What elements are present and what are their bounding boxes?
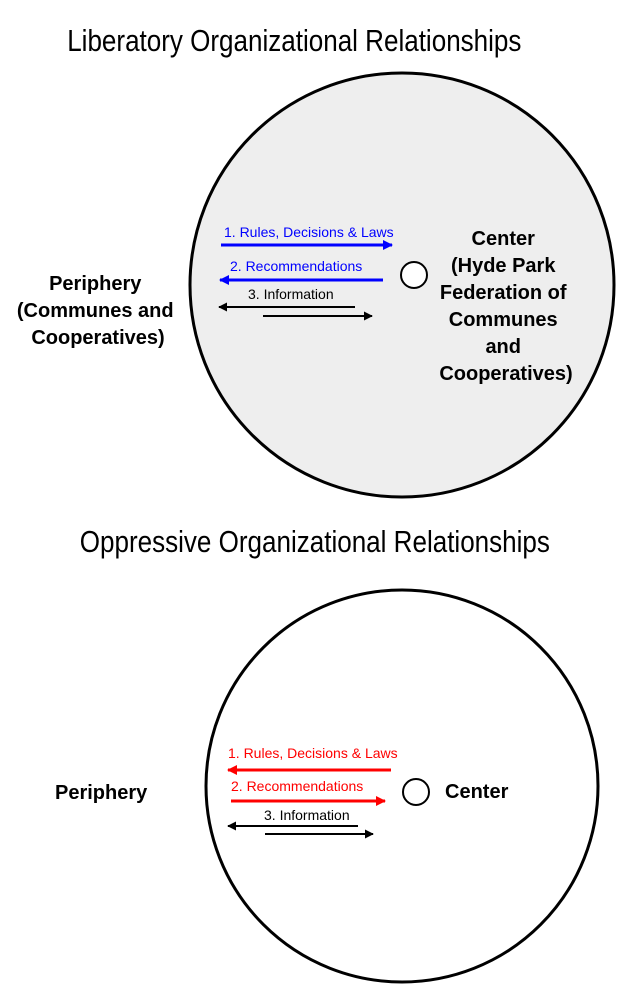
liberatory-center-line-2: (Hyde Park [450,255,556,277]
liberatory-diagram [17,24,614,497]
liberatory-periphery-line-3: Cooperatives) [31,327,165,349]
liberatory-center-line-1: Center [471,228,535,250]
liberatory-periphery-line-2: (Communes and [16,300,174,322]
oppressive-recommendations-label: 2. Recommendations [231,778,364,794]
liberatory-center-line-3: Federation of [439,282,567,304]
liberatory-periphery-line-1: Periphery [49,273,142,295]
liberatory-center-node [401,262,427,288]
liberatory-information-label: 3. Information [248,286,334,302]
liberatory-center-line-4: Communes [448,309,558,331]
oppressive-center-label: Center [445,781,509,803]
oppressive-diagram [55,525,598,982]
liberatory-periphery-label [17,273,179,349]
liberatory-recommendations-label: 2. Recommendations [230,258,363,274]
oppressive-title: Oppressive Organizational Relationships [79,524,550,560]
liberatory-center-line-6: Cooperatives) [439,363,573,385]
liberatory-rules-label: 1. Rules, Decisions & Laws [224,224,394,240]
liberatory-title: Liberatory Organizational Relationships [67,23,522,59]
liberatory-center-line-5: and [485,336,521,358]
oppressive-rules-label: 1. Rules, Decisions & Laws [228,745,398,761]
oppressive-information-label: 3. Information [264,807,350,823]
oppressive-periphery-label: Periphery [55,782,148,804]
oppressive-center-node [403,779,429,805]
